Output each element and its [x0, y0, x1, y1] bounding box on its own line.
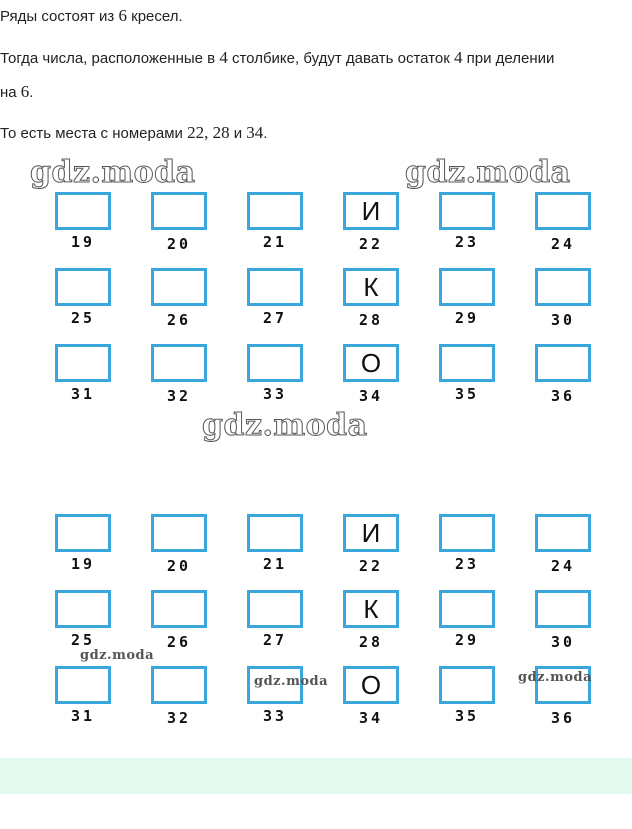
- seat-number: 26: [166, 633, 192, 651]
- seat-box: [55, 590, 111, 628]
- seat-box: [247, 590, 303, 628]
- seat-box: [439, 666, 495, 704]
- seat-number: 27: [262, 309, 288, 327]
- seat-number: 30: [550, 633, 576, 651]
- seat-number: 26: [166, 311, 192, 329]
- seat-box: И: [343, 514, 399, 552]
- seat-number: 23: [454, 555, 480, 573]
- seat-number: 34: [358, 387, 384, 405]
- seat-number: 31: [70, 707, 96, 725]
- seat-number: 19: [70, 233, 96, 251]
- seat-number: 35: [454, 707, 480, 725]
- seat-number: 24: [550, 557, 576, 575]
- seat-number: 25: [70, 309, 96, 327]
- seat-number: 21: [262, 555, 288, 573]
- seat-box: К: [343, 590, 399, 628]
- seat-number: 32: [166, 709, 192, 727]
- footer-bar: [0, 758, 632, 794]
- seat-number: 35: [454, 385, 480, 403]
- seat-box: О: [343, 344, 399, 382]
- watermark: gdz.moda: [30, 155, 196, 190]
- seat-number: 34: [358, 709, 384, 727]
- seat-box: [151, 590, 207, 628]
- seat-box: [535, 514, 591, 552]
- seat-number: 36: [550, 387, 576, 405]
- watermark: gdz.moda: [254, 674, 329, 689]
- seat-number: 27: [262, 631, 288, 649]
- seat-number: 29: [454, 309, 480, 327]
- seat-box: [151, 666, 207, 704]
- watermark: gdz.moda: [80, 648, 155, 663]
- seat-number: 36: [550, 709, 576, 727]
- text-line-answer: То есть места с номерами 22, 28 и 34.: [0, 123, 268, 142]
- seat-number: 24: [550, 235, 576, 253]
- seat-number: 30: [550, 311, 576, 329]
- seat-box: [247, 514, 303, 552]
- seat-box: [55, 666, 111, 704]
- seat-box: [151, 514, 207, 552]
- watermark: gdz.moda: [202, 408, 368, 443]
- seat-number: 31: [70, 385, 96, 403]
- seat-number: 22: [358, 235, 384, 253]
- seat-box: [535, 590, 591, 628]
- seat-box: [439, 590, 495, 628]
- seat-number: 28: [358, 311, 384, 329]
- seat-box: И: [343, 192, 399, 230]
- seat-number: 21: [262, 233, 288, 251]
- seat-number: 33: [262, 385, 288, 403]
- watermark: gdz.moda: [518, 670, 593, 685]
- seat-number: 32: [166, 387, 192, 405]
- seat-box: [439, 514, 495, 552]
- seat-number: 20: [166, 235, 192, 253]
- seat-box: [55, 514, 111, 552]
- seat-number: 25: [70, 631, 96, 649]
- seat-number: 23: [454, 233, 480, 251]
- seat-box: О: [343, 666, 399, 704]
- seat-number: 22: [358, 557, 384, 575]
- seat-number: 29: [454, 631, 480, 649]
- text-line-division: на 6.: [0, 82, 34, 101]
- text-line-columns: Тогда числа, расположенные в 4 столбике, будут давать остаток 4 при делении: [0, 48, 555, 67]
- seat-number: 20: [166, 557, 192, 575]
- seat-number: 28: [358, 633, 384, 651]
- seat-number: 19: [70, 555, 96, 573]
- seat-number: 33: [262, 707, 288, 725]
- watermark: gdz.moda: [405, 155, 571, 190]
- text-line-rows: Ряды состоят из 6 кресел.: [0, 6, 183, 25]
- seat-box: К: [343, 268, 399, 306]
